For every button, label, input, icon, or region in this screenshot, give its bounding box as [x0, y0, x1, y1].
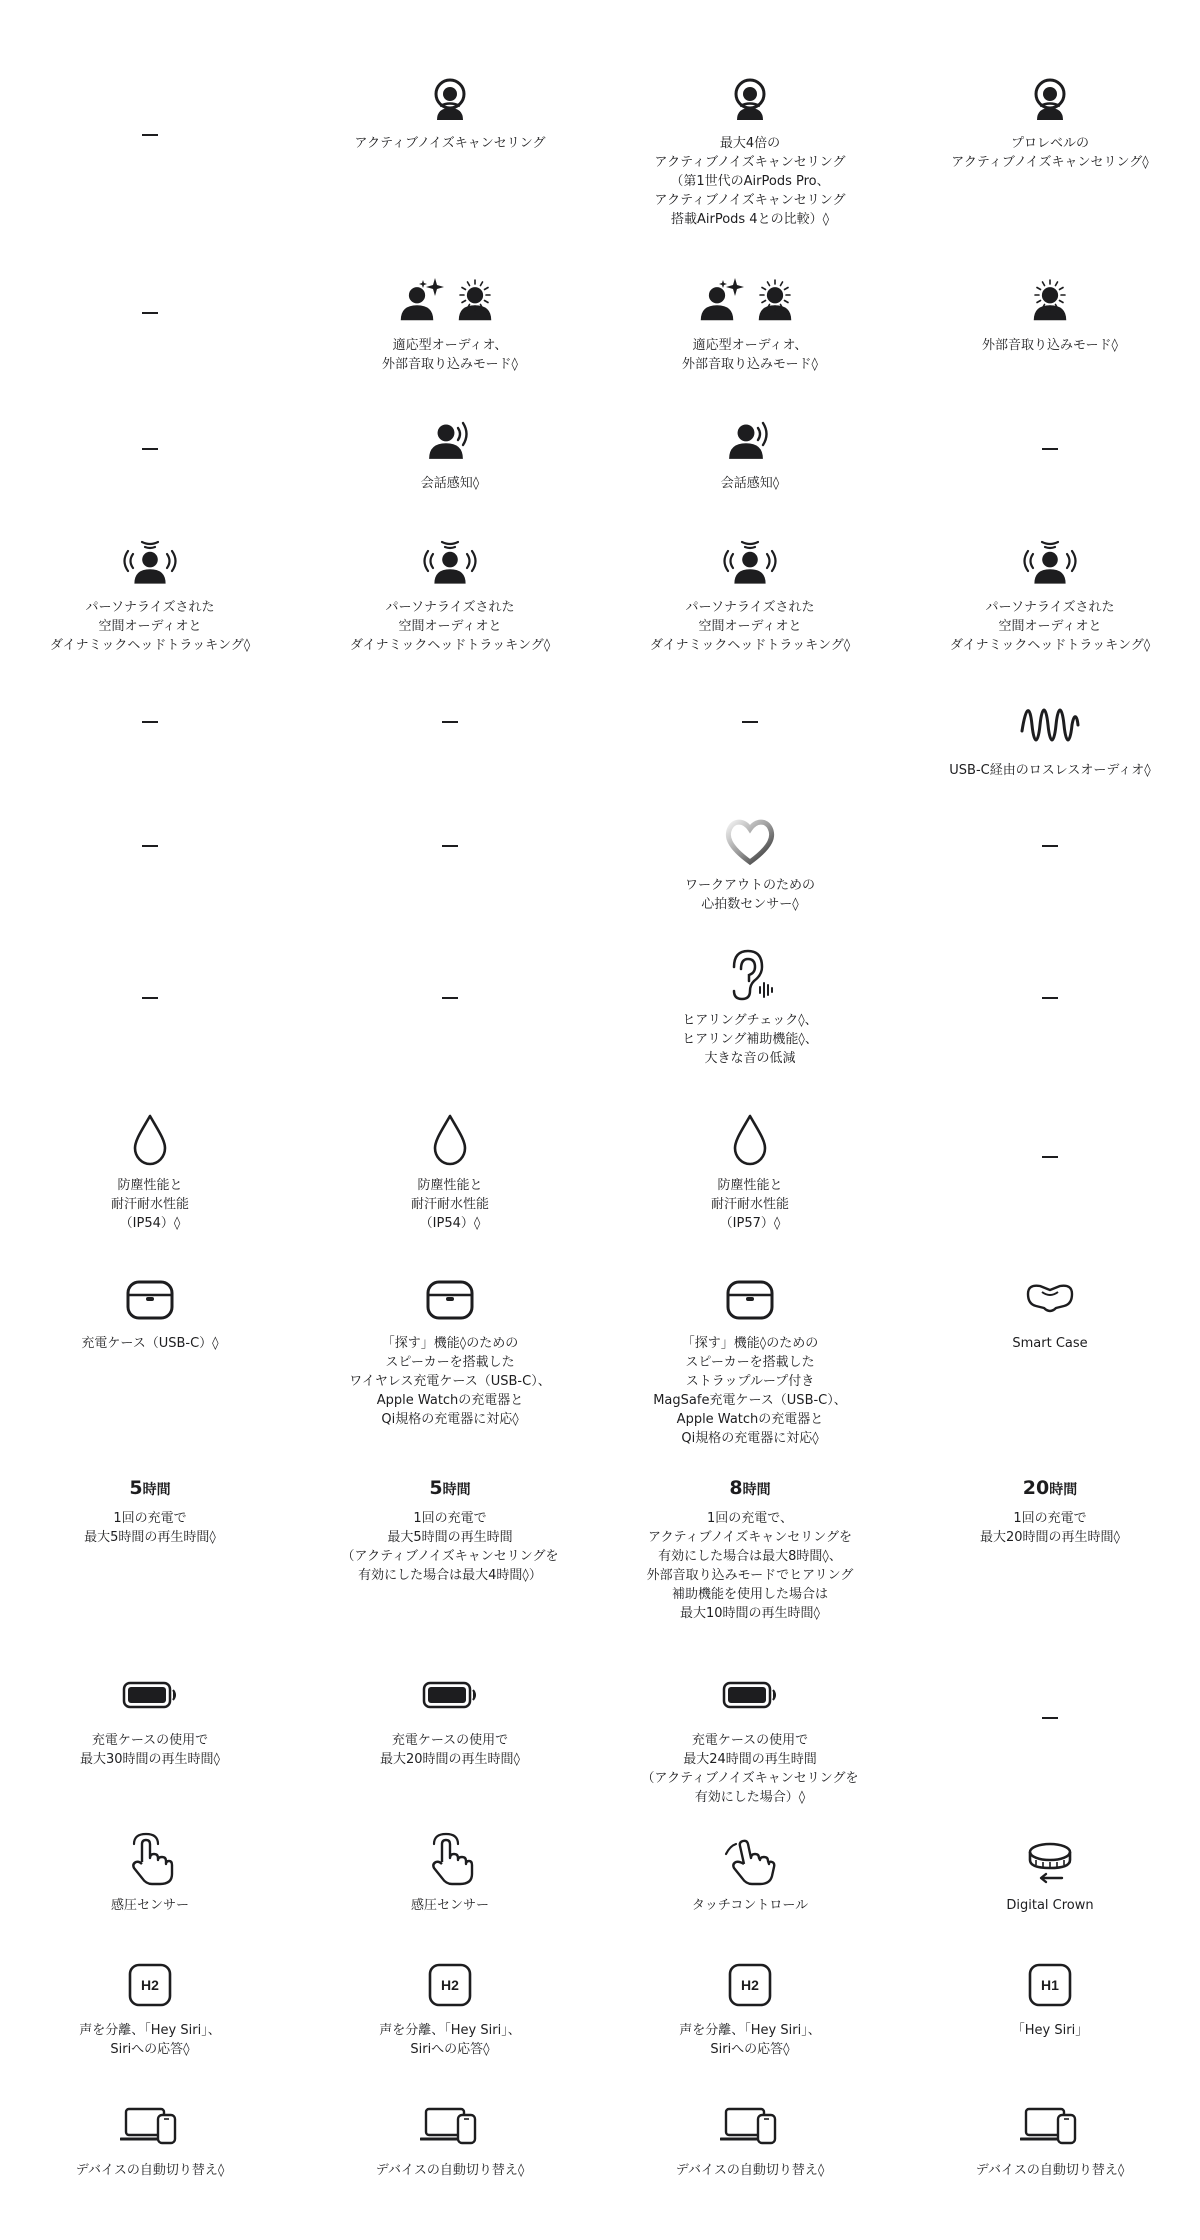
feature-cell-column-1 [0, 945, 300, 1068]
feature-label: 感圧センサー [410, 1898, 489, 1913]
feature-label: 充電ケースの使用で 最大30時間の再生時間◊ [80, 1733, 220, 1767]
svg-text:H1: H1 [1041, 1977, 1059, 1993]
feature-cell-column-1 [0, 1830, 300, 1915]
smart-case-icon [1020, 1268, 1080, 1328]
feature-cell-column-3 [600, 945, 900, 1068]
feature-label: 「Hey Siri」 [1011, 2023, 1089, 2038]
charging-case-icon [120, 1268, 180, 1328]
lossless-waveform-icon [1020, 695, 1080, 755]
not-available-dash [442, 997, 458, 999]
laptop-phone-icon [420, 2095, 480, 2155]
feature-cell-column-1 [0, 1110, 300, 1233]
feature-row-chip [0, 1955, 1200, 2059]
feature-row-spatial-audio [0, 532, 1200, 655]
feature-label: ワークアウトのための 心拍数センサー◊ [684, 878, 815, 912]
press-finger-icon [120, 1830, 180, 1890]
laptop-phone-icon [120, 2095, 180, 2155]
feature-label: 1回の充電で 最大20時間の再生時間◊ [980, 1511, 1120, 1545]
feature-row-auto-switching [0, 2095, 1200, 2180]
feature-cell-column-4 [900, 1110, 1200, 1233]
feature-cell-column-3 [600, 1268, 900, 1448]
chip-icon [720, 1955, 780, 2015]
feature-label: Smart Case [1012, 1336, 1088, 1351]
not-available-dash [142, 448, 158, 450]
feature-label: 充電ケースの使用で 最大24時間の再生時間 （アクティブノイズキャンセリングを 有効にした場合）◊ [641, 1733, 859, 1805]
feature-label: デバイスの自動切り替え◊ [75, 2163, 225, 2178]
feature-cell-column-3 [600, 810, 900, 914]
conversation-awareness-icon [420, 408, 480, 468]
feature-cell-column-4 [900, 532, 1200, 655]
feature-cell-column-2 [300, 1475, 600, 1623]
not-available-dash [1042, 997, 1058, 999]
battery-hours-unit: 時間 [142, 1482, 171, 1498]
not-available-dash [142, 997, 158, 999]
water-drop-icon [720, 1110, 780, 1170]
feature-label: パーソナライズされた 空間オーディオと ダイナミックヘッドトラッキング◊ [49, 600, 251, 653]
feature-label: 適応型オーディオ、 外部音取り込みモード◊ [382, 338, 518, 372]
feature-cell-column-4 [900, 1665, 1200, 1807]
feature-cell-column-2 [300, 1110, 600, 1233]
feature-cell-column-3 [600, 1830, 900, 1915]
not-available-dash [142, 721, 158, 723]
feature-row-hearing-health [0, 945, 1200, 1068]
feature-label: 1回の充電で、 アクティブノイズキャンセリングを 有効にした場合は最大8時間◊、 外部音取り込みモードでヒアリング 補助機能を使用した場合は 最大10時間の再生時間◊ [646, 1511, 854, 1621]
feature-label: 外部音取り込みモード◊ [982, 338, 1118, 353]
feature-cell-column-3 [600, 68, 900, 229]
feature-cell-column-4 [900, 1475, 1200, 1623]
feature-row-controls [0, 1830, 1200, 1915]
anc-head-icon [420, 68, 480, 128]
feature-cell-column-1 [0, 1268, 300, 1448]
feature-cell-column-2 [300, 408, 600, 493]
feature-row-lossless-audio [0, 695, 1200, 780]
battery-hours [129, 1475, 170, 1503]
feature-label: USB-C経由のロスレスオーディオ◊ [949, 763, 1151, 778]
feature-label: 防塵性能と 耐汗耐水性能 （IP54）◊ [410, 1178, 489, 1231]
feature-cell-column-3 [600, 408, 900, 493]
feature-cell-column-1 [0, 1955, 300, 2059]
spatial-audio-icon [420, 532, 480, 592]
battery-hours [1023, 1475, 1077, 1503]
hearing-ear-icon [720, 945, 780, 1005]
feature-label: 会話感知◊ [720, 476, 780, 491]
svg-text:H2: H2 [741, 1977, 759, 1993]
feature-label: デバイスの自動切り替え◊ [375, 2163, 525, 2178]
feature-cell-column-1 [0, 1475, 300, 1623]
feature-label: 1回の充電で 最大5時間の再生時間 （アクティブノイズキャンセリングを 有効にした場合は最大4時間◊） [341, 1511, 559, 1583]
feature-cell-column-3 [600, 532, 900, 655]
feature-label: ヒアリングチェック◊、 ヒアリング補助機能◊、 大きな音の低減 [682, 1013, 818, 1066]
feature-label: 充電ケースの使用で 最大20時間の再生時間◊ [380, 1733, 520, 1767]
battery-hours-unit: 時間 [742, 1482, 771, 1498]
spatial-audio-icon [720, 532, 780, 592]
feature-cell-column-4 [900, 2095, 1200, 2180]
feature-label: 1回の充電で 最大5時間の再生時間◊ [84, 1511, 216, 1545]
feature-label: 防塵性能と 耐汗耐水性能 （IP57）◊ [710, 1178, 789, 1231]
feature-row-conversation-awareness [0, 408, 1200, 493]
not-available-dash [1042, 448, 1058, 450]
feature-cell-column-2 [300, 1665, 600, 1807]
feature-cell-column-1 [0, 408, 300, 493]
feature-label: デバイスの自動切り替え◊ [675, 2163, 825, 2178]
adaptive-audio-icon [720, 270, 780, 330]
feature-cell-column-4 [900, 270, 1200, 374]
feature-cell-column-1 [0, 270, 300, 374]
anc-head-icon [720, 68, 780, 128]
feature-cell-column-2 [300, 2095, 600, 2180]
feature-label: 充電ケース（USB-C）◊ [81, 1336, 219, 1351]
heart-rate-icon [720, 810, 780, 870]
press-finger-icon [420, 1830, 480, 1890]
battery-hours-unit: 時間 [1049, 1482, 1078, 1498]
feature-cell-column-4 [900, 408, 1200, 493]
feature-label: 声を分離、「Hey Siri」、 Siriへの応答◊ [379, 2023, 521, 2057]
not-available-dash [1042, 1156, 1058, 1158]
feature-cell-column-1 [0, 2095, 300, 2180]
feature-row-charging-case [0, 1268, 1200, 1448]
feature-label: タッチコントロール [691, 1898, 809, 1913]
battery-hours-value: 5 [129, 1477, 143, 1499]
battery-hours-value: 8 [729, 1477, 743, 1499]
battery-hours [729, 1475, 770, 1503]
chip-icon [1020, 1955, 1080, 2015]
feature-row-listening-time [0, 1475, 1200, 1623]
feature-cell-column-3 [600, 270, 900, 374]
feature-label: パーソナライズされた 空間オーディオと ダイナミックヘッドトラッキング◊ [949, 600, 1151, 653]
feature-cell-column-4 [900, 1955, 1200, 2059]
not-available-dash [142, 312, 158, 314]
chip-icon [120, 1955, 180, 2015]
feature-cell-column-1 [0, 695, 300, 780]
feature-cell-column-2 [300, 68, 600, 229]
feature-cell-column-4 [900, 810, 1200, 914]
feature-cell-column-1 [0, 810, 300, 914]
battery-icon [120, 1665, 180, 1725]
feature-cell-column-2 [300, 945, 600, 1068]
feature-cell-column-1 [0, 68, 300, 229]
feature-cell-column-2 [300, 1830, 600, 1915]
feature-cell-column-2 [300, 810, 600, 914]
battery-icon [420, 1665, 480, 1725]
feature-label: 声を分離、「Hey Siri」、 Siriへの応答◊ [679, 2023, 821, 2057]
touch-swipe-icon [720, 1830, 780, 1890]
digital-crown-icon [1020, 1830, 1080, 1890]
feature-label: 「探す」機能◊のための スピーカーを搭載した ストラップループ付き MagSafe充電ケース（USB-C）、 Apple Watchの充電器と Qi規格の充電器に対応◊ [653, 1336, 847, 1446]
feature-cell-column-4 [900, 1830, 1200, 1915]
feature-cell-column-4 [900, 1268, 1200, 1448]
feature-cell-column-3 [600, 2095, 900, 2180]
feature-cell-column-2 [300, 1268, 600, 1448]
feature-cell-column-1 [0, 1665, 300, 1807]
feature-label: 声を分離、「Hey Siri」、 Siriへの応答◊ [79, 2023, 221, 2057]
feature-cell-column-4 [900, 695, 1200, 780]
feature-cell-column-3 [600, 1665, 900, 1807]
battery-hours-value: 5 [429, 1477, 443, 1499]
charging-case-icon [720, 1268, 780, 1328]
feature-cell-column-4 [900, 945, 1200, 1068]
charging-case-icon [420, 1268, 480, 1328]
not-available-dash [742, 721, 758, 723]
battery-icon [720, 1665, 780, 1725]
feature-label: 最大4倍の アクティブノイズキャンセリング （第1世代のAirPods Pro、 アクティブノイズキャンセリング 搭載AirPods 4との比較）◊ [654, 136, 846, 227]
adaptive-audio-icon [420, 270, 480, 330]
feature-cell-column-3 [600, 1955, 900, 2059]
spatial-audio-icon [120, 532, 180, 592]
feature-label: パーソナライズされた 空間オーディオと ダイナミックヘッドトラッキング◊ [649, 600, 851, 653]
feature-label: 「探す」機能◊のための スピーカーを搭載した ワイヤレス充電ケース（USB-C）、 Apple Watchの充電器と Qi規格の充電器に対応◊ [349, 1336, 551, 1427]
feature-cell-column-1 [0, 532, 300, 655]
battery-hours [429, 1475, 470, 1503]
water-drop-icon [420, 1110, 480, 1170]
feature-row-battery-with-case [0, 1665, 1200, 1807]
not-available-dash [442, 721, 458, 723]
feature-cell-column-4 [900, 68, 1200, 229]
feature-label: 適応型オーディオ、 外部音取り込みモード◊ [682, 338, 818, 372]
battery-hours-value: 20 [1022, 1477, 1050, 1499]
feature-row-heart-rate [0, 810, 1200, 914]
feature-cell-column-3 [600, 1110, 900, 1233]
feature-label: 感圧センサー [110, 1898, 189, 1913]
svg-text:H2: H2 [141, 1977, 159, 1993]
not-available-dash [442, 845, 458, 847]
feature-row-water-resistance [0, 1110, 1200, 1233]
laptop-phone-icon [1020, 2095, 1080, 2155]
anc-head-icon [1020, 68, 1080, 128]
feature-label: デバイスの自動切り替え◊ [975, 2163, 1125, 2178]
spatial-audio-icon [1020, 532, 1080, 592]
not-available-dash [1042, 1717, 1058, 1719]
feature-label: アクティブノイズキャンセリング [354, 136, 546, 151]
laptop-phone-icon [720, 2095, 780, 2155]
transparency-mode-icon [1020, 270, 1080, 330]
not-available-dash [142, 134, 158, 136]
feature-label: 防塵性能と 耐汗耐水性能 （IP54）◊ [110, 1178, 189, 1231]
feature-cell-column-2 [300, 532, 600, 655]
not-available-dash [1042, 845, 1058, 847]
feature-cell-column-3 [600, 1475, 900, 1623]
battery-hours-unit: 時間 [442, 1482, 471, 1498]
water-drop-icon [120, 1110, 180, 1170]
feature-row-adaptive-audio [0, 270, 1200, 374]
feature-label: パーソナライズされた 空間オーディオと ダイナミックヘッドトラッキング◊ [349, 600, 551, 653]
feature-label: 会話感知◊ [420, 476, 480, 491]
chip-icon [420, 1955, 480, 2015]
feature-label: プロレベルの アクティブノイズキャンセリング◊ [951, 136, 1149, 170]
feature-cell-column-3 [600, 695, 900, 780]
feature-row-noise-cancelling [0, 68, 1200, 229]
svg-text:H2: H2 [441, 1977, 459, 1993]
feature-label: Digital Crown [1006, 1898, 1094, 1913]
not-available-dash [142, 845, 158, 847]
conversation-awareness-icon [720, 408, 780, 468]
feature-cell-column-2 [300, 695, 600, 780]
feature-cell-column-2 [300, 270, 600, 374]
feature-cell-column-2 [300, 1955, 600, 2059]
